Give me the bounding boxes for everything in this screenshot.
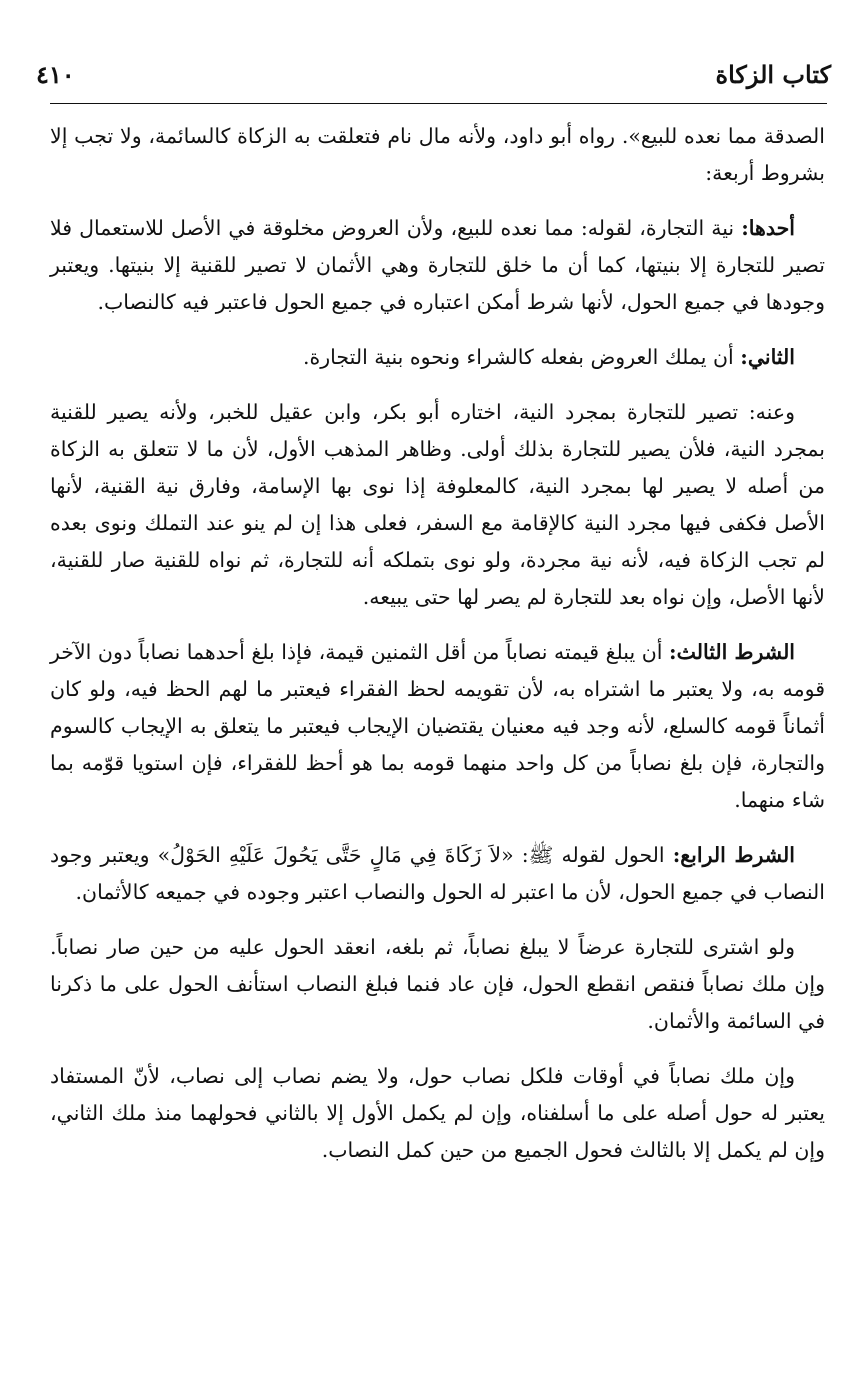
paragraph-label: أحدها:	[741, 216, 795, 240]
paragraph-text: أن يملك العروض بفعله كالشراء ونحوه بنية التجارة.	[303, 345, 741, 369]
page-header	[36, 52, 831, 96]
paragraph-4	[50, 394, 825, 616]
paragraph-text: أن يبلغ قيمته نصاباً من أقل الثمنين قيمة، فإذا بلغ أحدهما نصاباً دون الآخر قومه به، ولا يعتبر ما اشتراه به، لأن تقويمه لحظ الفقراء فيعتبر ما لهم الحظ فيه، ولو كان أثماناً قومه كالسلع، لأنه وجد فيه معنيان يقتضيان الإيجاب فيعتبر ما يتعلق به الإيجاب كالسوم والتجارة، فإن بلغ نصاباً من كل واحد منهما قومه بما هو أحظ للفقراء، فإن استويا قوّمه بما شاء منهما.	[50, 640, 825, 812]
paragraph-text: الحول لقوله ﷺ: «لاَ زَكَاةَ فِي مَالٍ حَتَّى يَحُولَ عَلَيْهِ الحَوْلُ» ويعتبر وجود النصاب في جميع الحول، لأن ما اعتبر له الحول والنصاب اعتبر وجوده في جميعه كالأثمان.	[50, 843, 825, 904]
header-divider	[50, 103, 827, 104]
paragraph-label: الشرط الرابع:	[672, 843, 795, 867]
paragraph-text: وعنه: تصير للتجارة بمجرد النية، اختاره أبو بكر، وابن عقيل للخبر، ولأنه يصير للقنية بمجرد النية، فلأن يصير للتجارة بذلك أولى. وظاهر المذهب الأول، لأن ما لا تتعلق به الزكاة من أصله لا يصير لها بمجرد النية، كالمعلوفة إذا نوى بها الإسامة، وفارق نية القنية، لأنها الأصل فكفى فيها مجرد النية كالإقامة مع السفر، فعلى هذا إن لم ينو عند التملك ونوى بعده لم تجب الزكاة فيه، لأنه نية مجردة، ولو نوى بتملكه أنه للتجارة، ثم نواه للقنية صار للقنية، لأنها الأصل، وإن نواه بعد للتجارة لم يصر لها حتى يبيعه.	[50, 400, 825, 609]
paragraph-3	[50, 339, 825, 376]
paragraph-text: الصدقة مما نعده للبيع». رواه أبو داود، ولأنه مال نام فتعلقت به الزكاة كالسائمة، ولا تجب إلا بشروط أربعة:	[50, 124, 825, 185]
paragraph-2	[50, 210, 825, 321]
paragraph-6	[50, 837, 825, 911]
paragraph-label: الشرط الثالث:	[669, 640, 796, 664]
paragraph-5	[50, 634, 825, 819]
paragraph-1	[50, 118, 825, 192]
book-title: كتاب الزكاة	[715, 59, 831, 89]
paragraph-label: الثاني:	[740, 345, 795, 369]
paragraph-8	[50, 1058, 825, 1169]
paragraph-text: وإن ملك نصاباً في أوقات فلكل نصاب حول، ولا يضم نصاب إلى نصاب، لأنّ المستفاد يعتبر له حول أصله على ما أسلفناه، وإن لم يكمل الأول إلا بالثاني فحولهما منذ ملك الثاني، وإن لم يكمل إلا بالثالث فحول الجميع من حين كمل النصاب.	[50, 1064, 825, 1162]
page-number: ٤١٠	[36, 59, 75, 89]
page-body	[50, 118, 825, 1187]
paragraph-text: ولو اشترى للتجارة عرضاً لا يبلغ نصاباً، ثم بلغه، انعقد الحول عليه من حين صار نصاباً. وإن ملك نصاباً فنقص انقطع الحول، فإن عاد فنما فبلغ النصاب استأنف الحول على ما ذكرنا في السائمة والأثمان.	[50, 935, 825, 1033]
paragraph-7	[50, 929, 825, 1040]
paragraph-text: نية التجارة، لقوله: مما نعده للبيع، ولأن العروض مخلوقة في الأصل للاستعمال فلا تصير للتجارة إلا بنيتها، كما أن ما خلق للتجارة وهي الأثمان لا تصير للقنية إلا بنيتها. ويعتبر وجودها في جميع الحول، لأنها شرط أمكن اعتباره في جميع الحول فاعتبر فيه كالنصاب.	[50, 216, 825, 314]
